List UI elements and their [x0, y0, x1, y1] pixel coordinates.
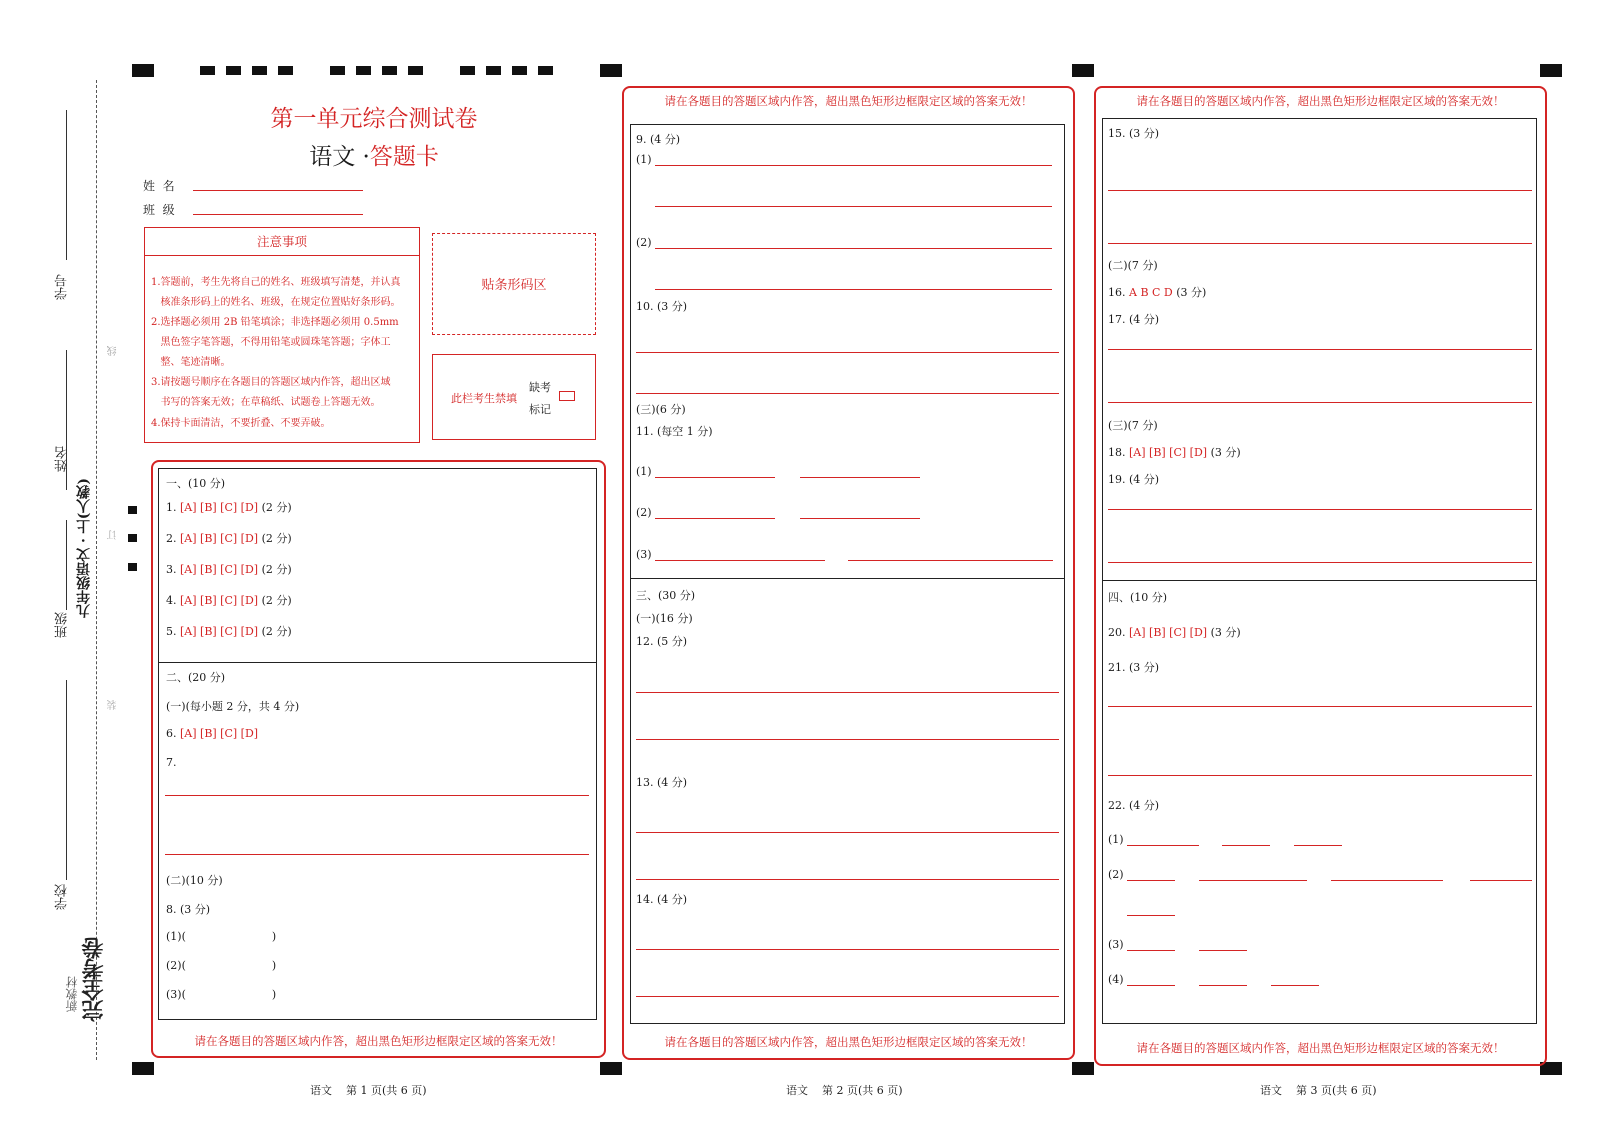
- q14-answer-line[interactable]: [636, 996, 1059, 997]
- q6-row: [166, 727, 258, 740]
- q17-label: 17. (4 分): [1108, 313, 1160, 326]
- q16-score: (3 分): [1176, 286, 1207, 299]
- corner-mark: [1072, 1062, 1094, 1075]
- q21-answer-line[interactable]: [1108, 706, 1532, 707]
- q20-score: (3 分): [1210, 626, 1241, 639]
- q20-row: [1108, 624, 1241, 640]
- q22-blank[interactable]: [1199, 880, 1307, 881]
- answer-warning: 请在各题目的答题区域内作答，超出黑色矩形边框限定区域的答案无效！: [664, 1035, 1033, 1049]
- corner-mark: [132, 1062, 154, 1075]
- q11-part2-label: (2): [636, 506, 652, 519]
- card-title: [264, 138, 484, 171]
- notice-line: 3.请按题号顺序在各题目的答题区域内作答，超出区域: [151, 377, 391, 388]
- notice-line: 4.保持卡面清洁，不要折叠、不要弄破。: [151, 418, 331, 429]
- q5-num: 5.: [166, 625, 177, 638]
- q15-label: 15. (3 分): [1108, 127, 1160, 140]
- notice-line: 1.答题前，考生先将自己的姓名、班级填写清楚，并认真: [151, 277, 401, 288]
- q22-part4-label: (4): [1108, 973, 1124, 986]
- q11-blank[interactable]: [655, 477, 775, 478]
- q22-blank[interactable]: [1127, 950, 1175, 951]
- absent-mark-label1: 缺考: [529, 381, 551, 394]
- q14-label: 14. (4 分): [636, 893, 688, 906]
- q21-answer-line[interactable]: [1108, 775, 1532, 776]
- class-side-label: 班级: [55, 612, 70, 638]
- q11-blank[interactable]: [655, 560, 825, 561]
- q9-answer-line[interactable]: [655, 248, 1052, 249]
- subsection-2-title: (二)(10 分): [166, 874, 223, 887]
- q22-blank[interactable]: [1127, 985, 1175, 986]
- q22-blank[interactable]: [1331, 880, 1443, 881]
- notice-line: 黑色签字笔答题，不得用铅笔或圆珠笔答题；字体工: [151, 337, 391, 348]
- q3-score: (2 分): [261, 563, 292, 576]
- notice-line: 核准条形码上的姓名、班级，在规定位置贴好条形码。: [151, 297, 401, 308]
- q15-answer-line[interactable]: [1108, 190, 1532, 191]
- q11-blank[interactable]: [848, 560, 1053, 561]
- answer-inner-p2: [630, 124, 1065, 1024]
- q21-label: 21. (3 分): [1108, 661, 1160, 674]
- q17-answer-line[interactable]: [1108, 402, 1532, 403]
- q16-num: 16.: [1108, 286, 1126, 299]
- q5-score: (2 分): [261, 625, 292, 638]
- q10-answer-line[interactable]: [636, 393, 1059, 394]
- q5-row: [166, 623, 292, 639]
- q15-answer-line[interactable]: [1108, 243, 1532, 244]
- q7-answer-line[interactable]: [165, 795, 589, 796]
- q4-options[interactable]: [A] [B] [C] [D]: [180, 594, 259, 607]
- q13-label: 13. (4 分): [636, 776, 688, 789]
- q22-blank[interactable]: [1294, 845, 1342, 846]
- q2-num: 2.: [166, 532, 177, 545]
- notice-title: 注意事项: [256, 234, 307, 249]
- section-divider: [630, 578, 1065, 579]
- q19-answer-line[interactable]: [1108, 509, 1532, 510]
- q3-options[interactable]: [A] [B] [C] [D]: [180, 563, 259, 576]
- q10-label: 10. (3 分): [636, 300, 688, 313]
- corner-mark: [1540, 64, 1562, 77]
- q17-answer-line[interactable]: [1108, 349, 1532, 350]
- q22-part2-label: (2): [1108, 868, 1124, 881]
- name-field[interactable]: [193, 190, 363, 191]
- card-subject: 语文 ·: [309, 144, 370, 170]
- q11-part3-label: (3): [636, 548, 652, 561]
- q11-label: 11. (每空 1 分): [636, 425, 713, 438]
- q11-blank[interactable]: [800, 518, 920, 519]
- q1-num: 1.: [166, 501, 177, 514]
- q7-answer-line[interactable]: [165, 854, 589, 855]
- class-label: 班 级: [143, 203, 175, 217]
- q20-options[interactable]: [A] [B] [C] [D]: [1129, 626, 1208, 639]
- section-2-title: 二、(20 分): [166, 671, 226, 684]
- q16-options[interactable]: A B C D: [1129, 286, 1173, 299]
- q18-num: 18.: [1108, 446, 1126, 459]
- corner-mark: [600, 64, 622, 77]
- q10-answer-line[interactable]: [636, 352, 1059, 353]
- q2-options[interactable]: [A] [B] [C] [D]: [180, 532, 259, 545]
- school-side-line: [66, 680, 67, 880]
- q22-blank[interactable]: [1271, 985, 1319, 986]
- q12-label: 12. (5 分): [636, 635, 688, 648]
- q7-label: 7.: [166, 756, 177, 769]
- q8-part3[interactable]: (3)( ): [166, 988, 277, 1001]
- corner-mark: [600, 1062, 622, 1075]
- q6-options[interactable]: [A] [B] [C] [D]: [180, 727, 259, 740]
- q14-answer-line[interactable]: [636, 949, 1059, 950]
- q4-score: (2 分): [261, 594, 292, 607]
- q20-num: 20.: [1108, 626, 1126, 639]
- q18-row: [1108, 444, 1241, 460]
- absent-label: 此栏考生禁填: [451, 392, 517, 405]
- timing-mark: [128, 506, 137, 514]
- q9-answer-line[interactable]: [655, 206, 1052, 207]
- q13-answer-line[interactable]: [636, 879, 1059, 880]
- notice-box: [144, 227, 420, 443]
- q19-label: 19. (4 分): [1108, 473, 1160, 486]
- section-divider: [158, 662, 597, 663]
- binding-strip: [40, 60, 130, 1070]
- school-side-label: 学校: [55, 884, 70, 910]
- q2-score: (2 分): [261, 532, 292, 545]
- page-footer: 语文 第 2 页(共 6 页): [786, 1084, 903, 1097]
- q8-label: 8. (3 分): [166, 903, 211, 916]
- absent-checkbox[interactable]: [559, 391, 575, 401]
- student-no-line: [66, 110, 67, 260]
- card-label: 答题卡: [369, 144, 439, 170]
- q18-score: (3 分): [1210, 446, 1241, 459]
- subsection-3-title: (三)(6 分): [636, 403, 686, 416]
- absent-mark-label2: 标记: [529, 403, 551, 416]
- name-side-label: 姓名: [55, 446, 70, 472]
- answer-warning: 请在各题目的答题区域内作答，超出黑色矩形边框限定区域的答案无效！: [194, 1034, 563, 1048]
- q11-part1-label: (1): [636, 465, 652, 478]
- section-divider: [1102, 580, 1537, 581]
- q11-blank[interactable]: [655, 518, 775, 519]
- q22-blank[interactable]: [1199, 950, 1247, 951]
- q22-blank[interactable]: [1127, 845, 1199, 846]
- cut-line-char-zhuang: 装: [108, 700, 119, 710]
- q1-row: [166, 499, 292, 515]
- page-title: 第一单元综合测试卷: [270, 106, 478, 132]
- q22-part1-label: (1): [1108, 833, 1124, 846]
- subsection-1-title: (一)(每小题 2 分，共 4 分): [166, 700, 300, 713]
- answer-warning: 请在各题目的答题区域内作答，超出黑色矩形边框限定区域的答案无效！: [1136, 1041, 1505, 1055]
- barcode-area: [432, 233, 596, 335]
- q16-row: [1108, 284, 1206, 300]
- q22-blank[interactable]: [1222, 845, 1270, 846]
- class-field[interactable]: [193, 214, 363, 215]
- q9-label: 9. (4 分): [636, 133, 681, 146]
- q22-label: 22. (4 分): [1108, 799, 1160, 812]
- page-footer: 语文 第 1 页(共 6 页): [310, 1084, 427, 1097]
- class-side-line: [66, 520, 67, 610]
- q8-part1[interactable]: (1)( ): [166, 930, 277, 943]
- q9-answer-line[interactable]: [655, 165, 1052, 166]
- notice-line: 书写的答案无效；在草稿纸、试题卷上答题无效。: [151, 397, 381, 408]
- q8-part2[interactable]: (2)( ): [166, 959, 277, 972]
- q2-row: [166, 530, 292, 546]
- subject-side-label: 九年级语文 · 上(人教): [76, 478, 92, 618]
- q5-options[interactable]: [A] [B] [C] [D]: [180, 625, 259, 638]
- notice-line: 整、笔迹清晰。: [151, 357, 231, 368]
- cut-line-char-xian: 线: [108, 346, 119, 356]
- q11-blank[interactable]: [800, 477, 920, 478]
- q3-row: [166, 561, 292, 577]
- timing-mark: [128, 534, 137, 542]
- code-strip: [200, 66, 560, 75]
- brand-small: 新教材: [65, 976, 79, 1012]
- brand-logo: 完全考卷: [81, 938, 107, 1022]
- q22-blank[interactable]: [1127, 880, 1175, 881]
- answer-inner-p3: [1102, 118, 1537, 1024]
- page-footer: 语文 第 3 页(共 6 页): [1260, 1084, 1377, 1097]
- q4-row: [166, 592, 292, 608]
- subsection-3-title: (三)(7 分): [1108, 419, 1158, 432]
- q9-answer-line[interactable]: [655, 289, 1052, 290]
- q4-num: 4.: [166, 594, 177, 607]
- subsection-1-title: (一)(16 分): [636, 612, 693, 625]
- q12-answer-line[interactable]: [636, 692, 1059, 693]
- section-1-title: 一、(10 分): [166, 477, 226, 490]
- answer-warning: 请在各题目的答题区域内作答，超出黑色矩形边框限定区域的答案无效！: [1136, 94, 1505, 108]
- student-no-label: 学号: [55, 274, 70, 300]
- notice-line: 2.选择题必须用 2B 铅笔填涂；非选择题必须用 0.5mm: [151, 317, 399, 328]
- q18-options[interactable]: [A] [B] [C] [D]: [1129, 446, 1208, 459]
- absent-box: [432, 354, 596, 440]
- barcode-label: 贴条形码区: [481, 278, 547, 293]
- q1-score: (2 分): [261, 501, 292, 514]
- answer-warning: 请在各题目的答题区域内作答，超出黑色矩形边框限定区域的答案无效！: [664, 94, 1033, 108]
- corner-mark: [132, 64, 154, 77]
- q22-blank[interactable]: [1199, 985, 1247, 986]
- cut-dashed-line: [96, 80, 97, 1060]
- corner-mark: [1072, 64, 1094, 77]
- timing-mark: [128, 563, 137, 571]
- q9-part1-label: (1): [636, 153, 652, 166]
- name-label: 姓 名: [143, 179, 175, 193]
- section-3-title: 三、(30 分): [636, 589, 696, 602]
- q6-num: 6.: [166, 727, 177, 740]
- q22-blank[interactable]: [1470, 880, 1532, 881]
- q3-num: 3.: [166, 563, 177, 576]
- q22-part3-label: (3): [1108, 938, 1124, 951]
- section-4-title: 四、(10 分): [1108, 591, 1168, 604]
- q13-answer-line[interactable]: [636, 832, 1059, 833]
- q19-answer-line[interactable]: [1108, 562, 1532, 563]
- q12-answer-line[interactable]: [636, 739, 1059, 740]
- subsection-2-title: (二)(7 分): [1108, 259, 1158, 272]
- q22-blank[interactable]: [1127, 915, 1175, 916]
- q1-options[interactable]: [A] [B] [C] [D]: [180, 501, 259, 514]
- cut-line-char-ding: 订: [108, 530, 119, 540]
- q9-part2-label: (2): [636, 236, 652, 249]
